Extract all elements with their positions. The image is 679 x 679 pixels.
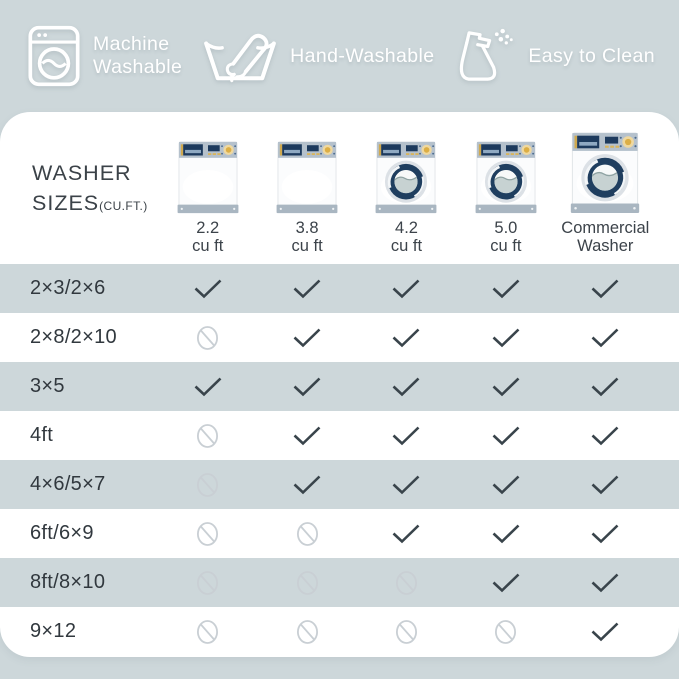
hand-wash-icon	[203, 27, 277, 85]
cu-ft-suffix: (CU.FT.)	[99, 199, 148, 213]
check-icon	[392, 279, 420, 299]
check-icon	[392, 426, 420, 446]
table-row	[0, 460, 679, 509]
cell	[158, 619, 257, 645]
washing-machine-icon	[28, 25, 80, 87]
no-machine-wash-icon	[494, 619, 517, 645]
table-row	[0, 607, 679, 656]
feature-label-machine-washable: Machine Washable	[93, 33, 183, 78]
column-header-commercial	[556, 132, 655, 264]
rug-size-label: 2×8/2×10	[30, 326, 117, 348]
check-icon	[293, 328, 321, 348]
cell	[257, 377, 356, 397]
rug-size-label: 8ft/8×10	[30, 571, 106, 593]
cell	[456, 426, 555, 446]
cell	[257, 521, 356, 547]
check-icon	[293, 475, 321, 495]
cell	[456, 328, 555, 348]
spray-bottle-icon	[455, 27, 515, 85]
check-icon	[392, 475, 420, 495]
no-machine-wash-icon	[395, 619, 418, 645]
cell	[257, 619, 356, 645]
front-load-washer-illustration	[375, 141, 437, 214]
check-icon	[194, 377, 222, 397]
washer-sizes-title-line1: WASHER	[32, 161, 132, 185]
rug-size-label: 3×5	[30, 375, 65, 397]
rug-size-label: 4×6/5×7	[30, 473, 106, 495]
cell	[158, 377, 257, 397]
no-machine-wash-icon	[196, 570, 219, 596]
cell	[456, 475, 555, 495]
table-row	[0, 558, 679, 607]
table-header	[0, 112, 679, 264]
cell	[556, 573, 655, 593]
cell	[357, 279, 456, 299]
rug-size-label: 9×12	[30, 620, 77, 642]
cell	[357, 328, 456, 348]
check-icon	[591, 622, 619, 642]
check-icon	[492, 426, 520, 446]
column-label-2-2-cu-ft: 2.2 cu ft	[192, 219, 224, 255]
no-machine-wash-icon	[395, 570, 418, 596]
cell	[257, 426, 356, 446]
rug-size-label: 4ft	[30, 424, 54, 446]
check-icon	[194, 279, 222, 299]
cell	[357, 377, 456, 397]
cell	[556, 328, 655, 348]
cell	[357, 475, 456, 495]
table-row	[0, 362, 679, 411]
top-load-washer-illustration	[276, 141, 338, 214]
feature-machine-washable	[28, 25, 182, 87]
column-label-commercial: Commercial Washer	[561, 219, 650, 255]
column-label-3-8-cu-ft: 3.8 cu ft	[291, 219, 323, 255]
check-icon	[591, 279, 619, 299]
check-icon	[492, 573, 520, 593]
column-header-4-2-cu-ft	[357, 141, 456, 264]
cell	[257, 570, 356, 596]
column-header-2-2-cu-ft	[158, 141, 257, 264]
washer-size-table-card	[0, 112, 679, 657]
cell	[158, 570, 257, 596]
cell	[556, 475, 655, 495]
column-label-5-0-cu-ft: 5.0 cu ft	[490, 219, 522, 255]
cell	[158, 423, 257, 449]
table-row	[0, 313, 679, 362]
front-load-washer-illustration	[475, 141, 537, 214]
check-icon	[392, 377, 420, 397]
cell	[357, 426, 456, 446]
feature-band	[0, 0, 679, 112]
feature-label-easy-to-clean: Easy to Clean	[528, 44, 655, 67]
cell	[158, 521, 257, 547]
cell	[556, 524, 655, 544]
cell	[556, 377, 655, 397]
no-machine-wash-icon	[196, 423, 219, 449]
cell	[456, 524, 555, 544]
check-icon	[492, 328, 520, 348]
check-icon	[591, 475, 619, 495]
table-body	[0, 264, 679, 656]
table-row	[0, 411, 679, 460]
cell	[257, 328, 356, 348]
rug-size-label: 2×3/2×6	[30, 277, 106, 299]
cell	[158, 472, 257, 498]
cell	[257, 279, 356, 299]
feature-hand-washable	[203, 27, 434, 85]
table-row	[0, 509, 679, 558]
feature-label-hand-washable: Hand-Washable	[290, 44, 435, 67]
cell	[556, 279, 655, 299]
check-icon	[392, 328, 420, 348]
no-machine-wash-icon	[196, 325, 219, 351]
cell	[357, 524, 456, 544]
front-load-washer-large-illustration	[570, 132, 640, 214]
cell	[556, 622, 655, 642]
check-icon	[293, 426, 321, 446]
check-icon	[591, 377, 619, 397]
no-machine-wash-icon	[296, 619, 319, 645]
check-icon	[591, 426, 619, 446]
check-icon	[591, 573, 619, 593]
washer-sizes-title-line2: SIZES(CU.FT.)	[32, 191, 148, 215]
table-row	[0, 264, 679, 313]
cell	[456, 619, 555, 645]
column-label-4-2-cu-ft: 4.2 cu ft	[390, 219, 423, 255]
cell	[357, 619, 456, 645]
cell	[556, 426, 655, 446]
top-load-washer-illustration	[177, 141, 239, 214]
check-icon	[392, 524, 420, 544]
check-icon	[591, 328, 619, 348]
check-icon	[492, 524, 520, 544]
cell	[158, 325, 257, 351]
cell	[257, 475, 356, 495]
table-corner-title	[0, 161, 158, 264]
check-icon	[591, 524, 619, 544]
cell	[456, 279, 555, 299]
cell	[158, 279, 257, 299]
column-header-5-0-cu-ft	[456, 141, 555, 264]
no-machine-wash-icon	[196, 472, 219, 498]
column-header-3-8-cu-ft	[257, 141, 356, 264]
check-icon	[492, 377, 520, 397]
rug-size-label: 6ft/6×9	[30, 522, 94, 544]
check-icon	[293, 279, 321, 299]
check-icon	[293, 377, 321, 397]
cell	[456, 377, 555, 397]
cell	[357, 570, 456, 596]
no-machine-wash-icon	[296, 521, 319, 547]
cell	[456, 573, 555, 593]
feature-easy-to-clean	[455, 27, 655, 85]
no-machine-wash-icon	[196, 619, 219, 645]
check-icon	[492, 475, 520, 495]
check-icon	[492, 279, 520, 299]
no-machine-wash-icon	[196, 521, 219, 547]
no-machine-wash-icon	[296, 570, 319, 596]
